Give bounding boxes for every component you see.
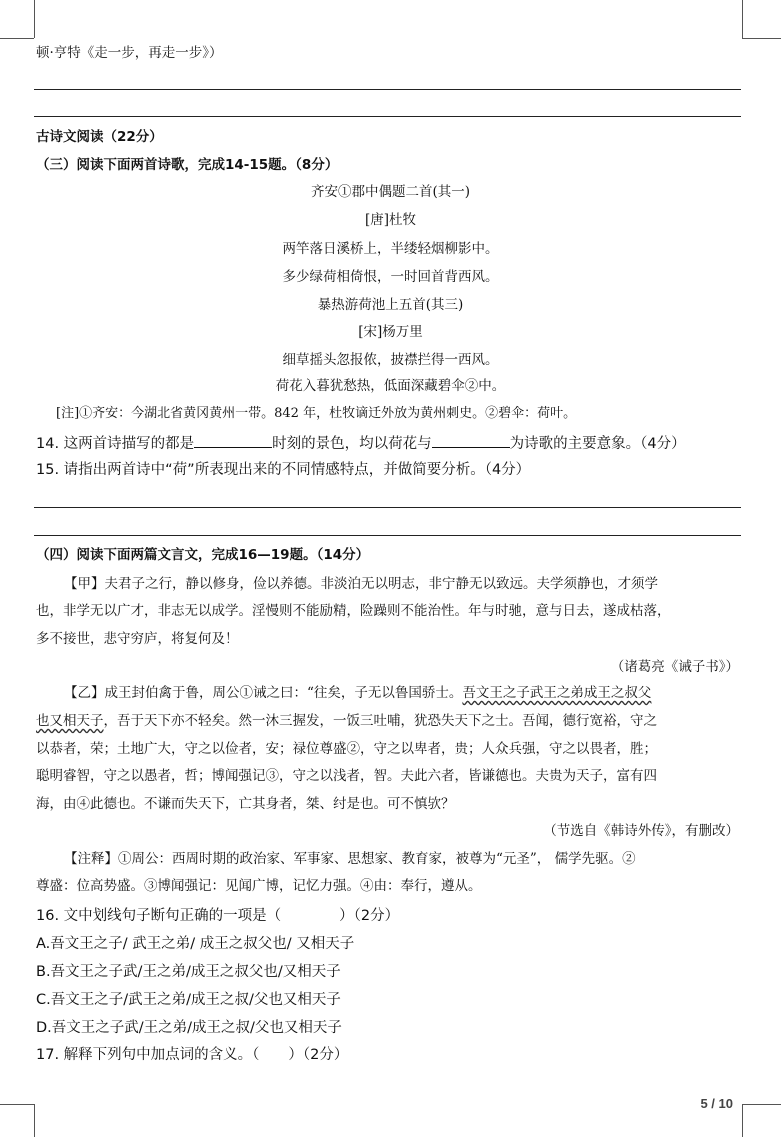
yi-source: （节选自《韩诗外传》，有删改） xyxy=(543,823,739,839)
yi-line-2-text: ，吾于天下亦不轻矣。然一沐三握发，一饭三吐哺，犹恐失天下之士。吾闻，德行宽裕，守之 xyxy=(103,713,657,729)
underlined-sentence-part-2: 也又相天子 xyxy=(36,713,104,729)
q14-part-c: 为诗歌的主要意象。（4分） xyxy=(509,436,686,452)
notes-line-1: 【注释】①周公：西周时期的政治家、军事家、思想家、教育家，被尊为“元圣”， 儒学先驱。② xyxy=(64,851,636,867)
yi-line-1-text: 【乙】成王封伯禽于鲁，周公①诫之曰：“往矣，子无以鲁国骄士。 xyxy=(64,685,463,701)
poem1-line-2: 多少绿荷相倚恨，一时回首背西风。 xyxy=(282,269,499,285)
notes-line-2: 尊盛：位高势盛。③博闻强记：见闻广博，记忆力强。④由：奉行，遵从。 xyxy=(36,878,482,894)
crop-mark-bottom-right xyxy=(742,1104,781,1105)
option-b[interactable]: B.吾文王之子武/王之弟/成王之叔父也/又相天子 xyxy=(36,964,341,980)
answer-line-4 xyxy=(34,535,741,536)
underlined-sentence-part-1: 吾文王之子武王之弟成王之叔父 xyxy=(462,685,652,701)
crop-mark-top-right-v xyxy=(742,0,743,38)
jia-line-3: 多不接世，悲守穷庐，将复何及！ xyxy=(36,631,239,647)
part3-heading: （三）阅读下面两首诗歌，完成14-15题。（8分） xyxy=(36,157,339,173)
poem1-title: 齐安①郡中偶题二首(其一) xyxy=(310,184,471,200)
yi-line-5: 海，由④此德也。不谦而失天下，亡其身者，桀、纣是也。可不慎欤？ xyxy=(36,796,455,812)
answer-line-1 xyxy=(34,89,741,90)
poem-note: [注]①齐安：今湖北省黄冈黄州一带。842 年，杜牧谪迁外放为黄州刺史。②碧伞：荷叶。 xyxy=(56,406,577,421)
question-16: 16. 文中划线句子断句正确的一项是（ ）（2分） xyxy=(36,908,400,924)
yi-line-4: 聪明睿智，守之以愚者，哲；博闻强记③，守之以浅者，智。夫此六者，皆谦德也。夫贵为天子，富有四 xyxy=(36,768,657,784)
jia-line-1: 【甲】夫君子之行，静以修身，俭以养德。非淡泊无以明志，非宁静无以致远。夫学须静也，才须学 xyxy=(64,576,658,592)
part4-heading: （四）阅读下面两篇文言文，完成16—19题。（14分） xyxy=(36,547,370,563)
q14-part-a: 14. 这两首诗描写的都是 xyxy=(36,436,195,452)
poem2-author: [宋]杨万里 xyxy=(358,324,423,340)
answer-line-2 xyxy=(34,116,741,117)
q14-blank-2[interactable] xyxy=(432,433,510,448)
poem1-author: [唐]杜牧 xyxy=(364,212,417,228)
crop-mark-bottom-left xyxy=(0,1104,34,1105)
crop-mark-top-right xyxy=(742,38,781,39)
question-15: 15. 请指出两首诗中“荷”所表现出来的不同情感特点，并做简要分析。（4分） xyxy=(36,462,531,478)
jia-source: （诸葛亮《诫子书》） xyxy=(610,659,739,675)
yi-line-2 xyxy=(36,712,657,730)
option-d[interactable]: D.吾文王之子武/王之弟/成王之叔/父也又相天子 xyxy=(36,1020,342,1036)
crop-mark-bottom-right-v xyxy=(742,1104,743,1137)
jia-line-2: 也，非学无以广才，非志无以成学。淫慢则不能励精，险躁则不能治性。年与时驰，意与日去，遂成枯落， xyxy=(36,603,671,619)
crop-mark-top-left-v xyxy=(34,0,35,38)
poem2-line-1: 细草摇头忽报侬，披襟拦得一西风。 xyxy=(282,352,499,368)
answer-line-3 xyxy=(34,507,741,508)
option-a[interactable]: A.吾文王之子/ 武王之弟/ 成王之叔父也/ 又相天子 xyxy=(36,936,355,952)
question-14 xyxy=(36,433,686,453)
crop-mark-bottom-left-v xyxy=(34,1104,35,1137)
yi-line-1 xyxy=(64,684,651,702)
q14-blank-1[interactable] xyxy=(194,433,272,448)
crop-mark-top-left xyxy=(0,38,34,39)
section-title: 古诗文阅读（22分） xyxy=(36,129,163,145)
poem1-line-1: 两竿落日溪桥上，半缕轻烟柳影中。 xyxy=(282,241,499,257)
q14-part-b: 时刻的景色，均以荷花与 xyxy=(272,436,432,452)
header-line: 顿·亨特《走一步，再走一步》） xyxy=(36,45,223,61)
option-c[interactable]: C.吾文王之子/武王之弟/成王之叔/父也又相天子 xyxy=(36,992,341,1008)
poem2-title: 暴热游荷池上五首(其三) xyxy=(317,297,464,313)
yi-line-3: 以恭者，荣；土地广大，守之以俭者，安；禄位尊盛②，守之以卑者，贵；人众兵强，守之以畏者，胜； xyxy=(36,741,657,757)
page-number: 5 / 10 xyxy=(700,1096,733,1111)
question-17: 17. 解释下列句中加点词的含义。（ ）（2分） xyxy=(36,1047,349,1063)
poem2-line-2: 荷花入暮犹愁热，低面深藏碧伞②中。 xyxy=(275,378,506,394)
